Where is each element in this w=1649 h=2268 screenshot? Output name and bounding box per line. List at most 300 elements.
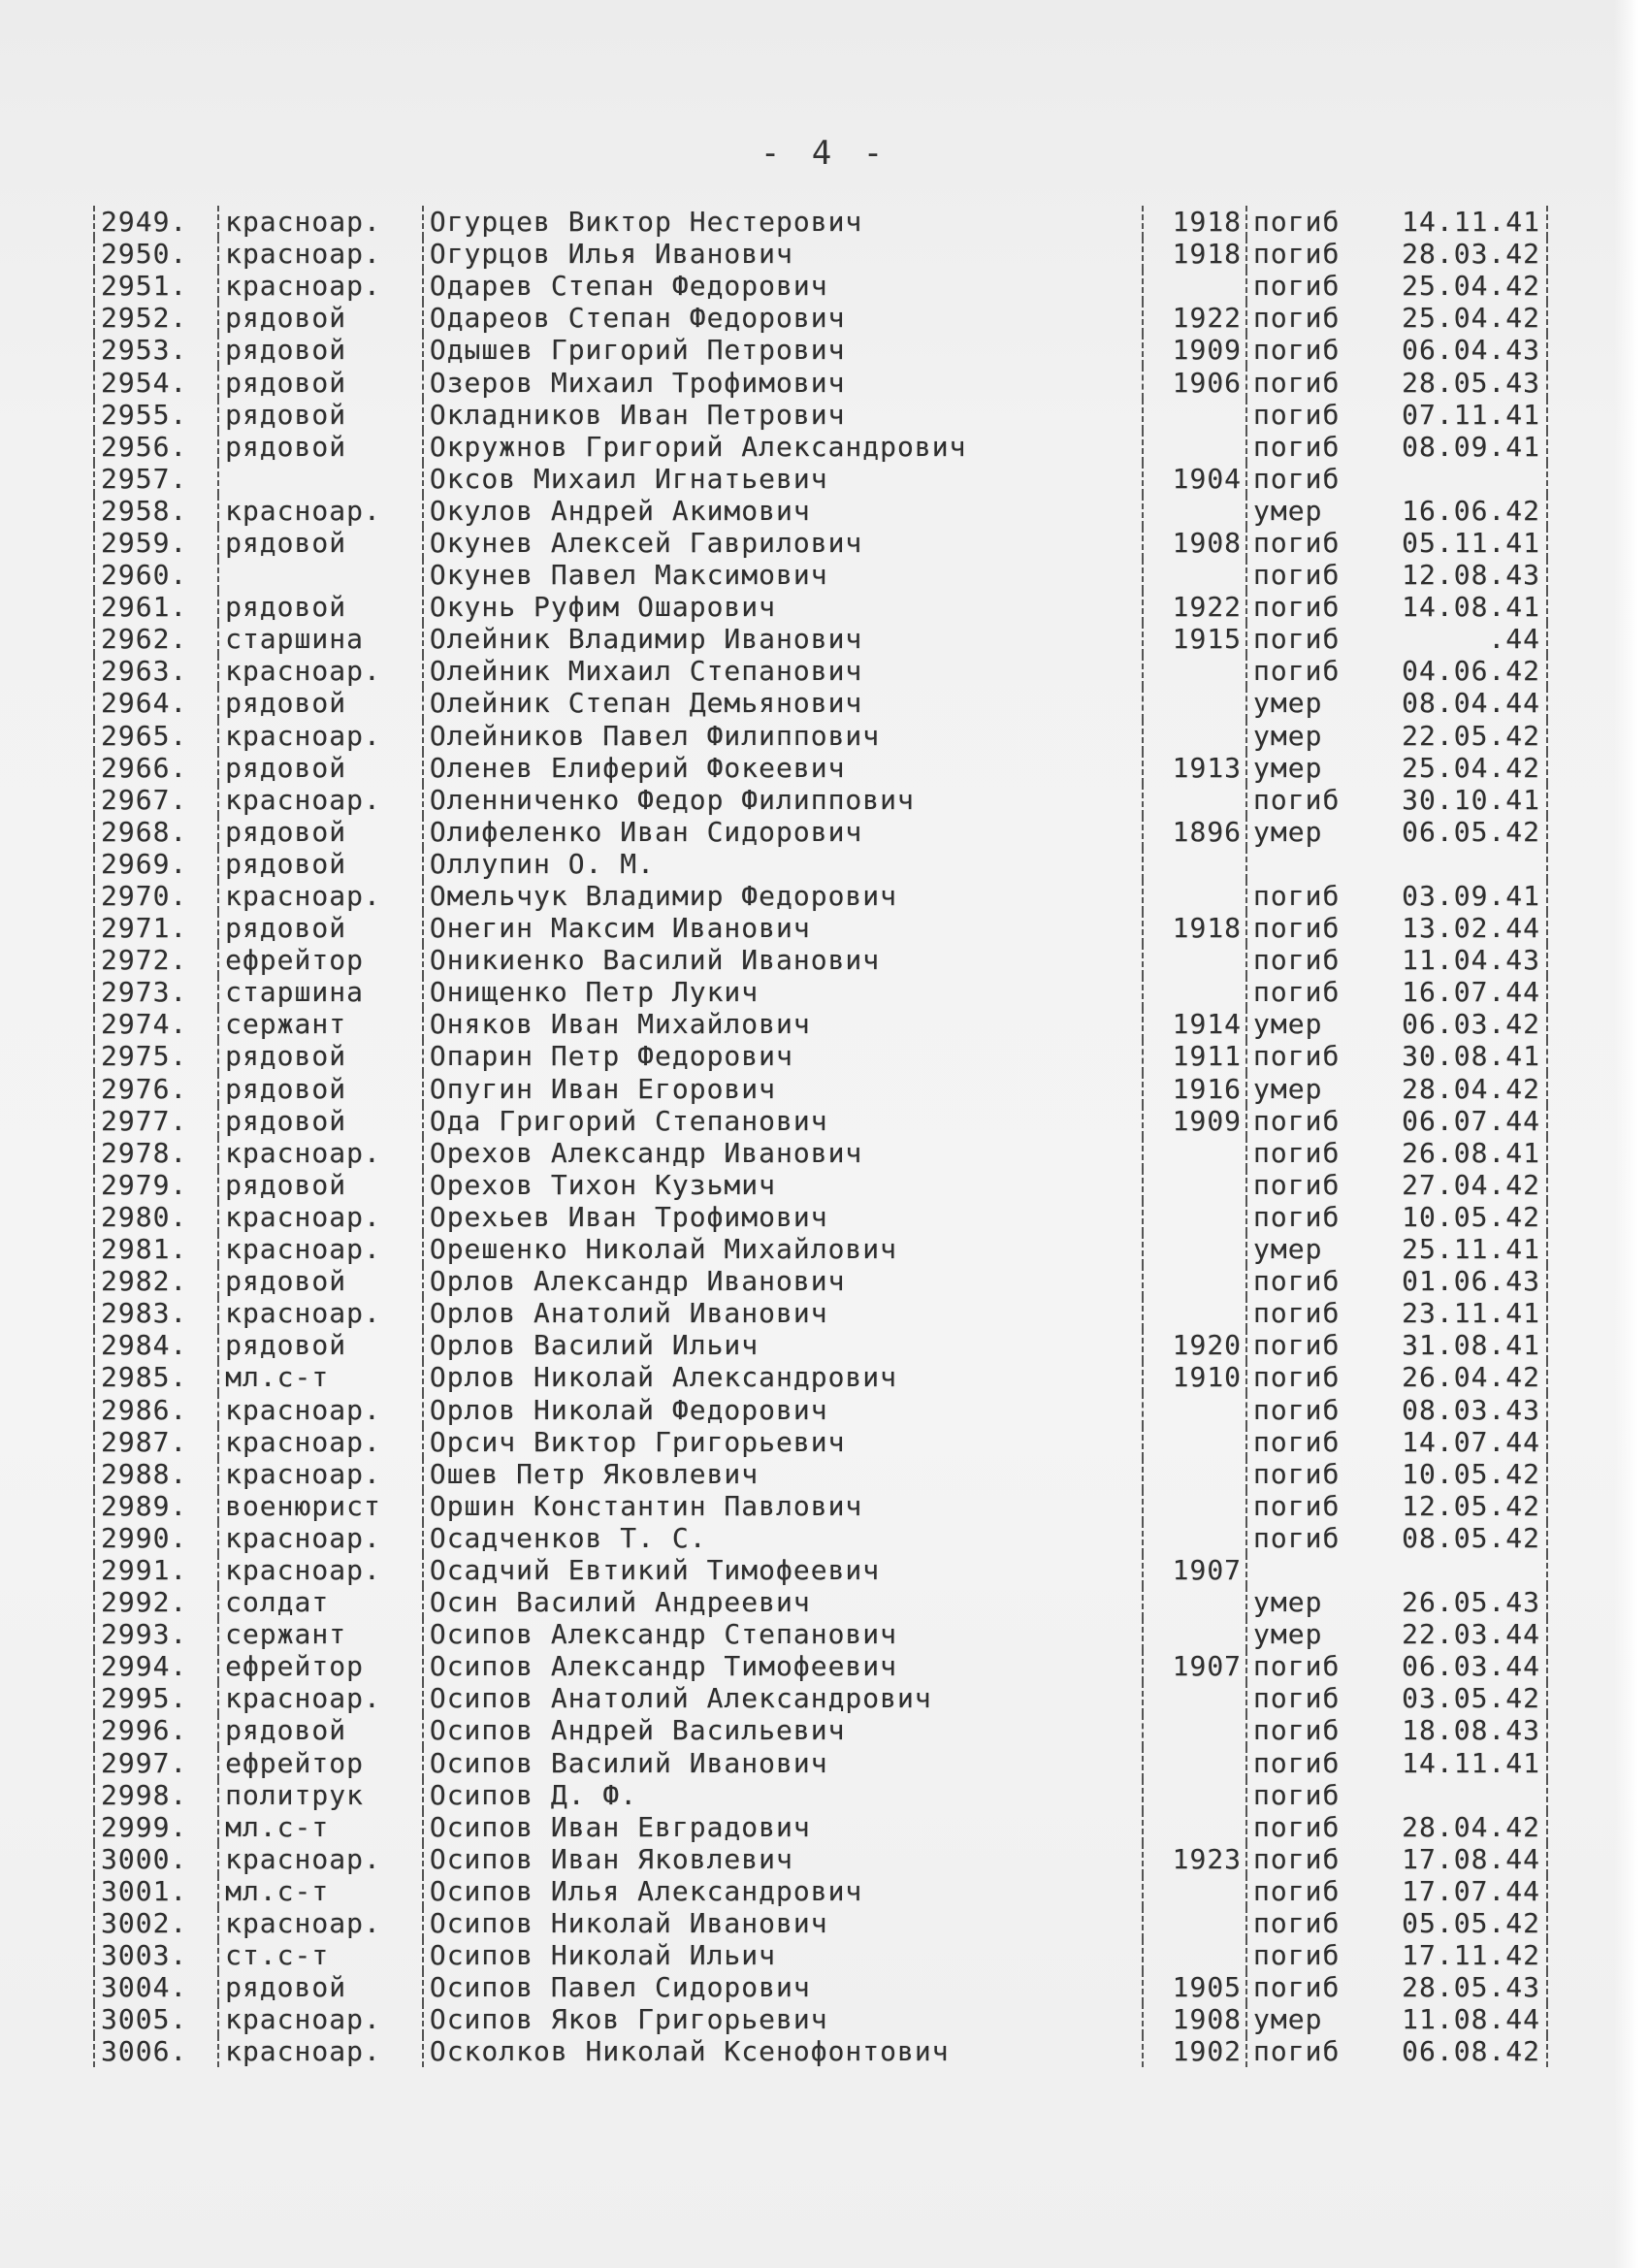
- birth-year-cell: [1143, 1875, 1246, 1907]
- status-cell: погиб: [1246, 1361, 1384, 1393]
- status-cell: погиб: [1246, 366, 1384, 398]
- birth-year-cell: 1918: [1143, 238, 1246, 270]
- name-cell: Олейник Михаил Степанович: [423, 655, 1143, 687]
- name-cell: Осипов Андрей Васильевич: [423, 1714, 1143, 1746]
- status-cell: погиб: [1246, 976, 1384, 1008]
- rank-cell: [218, 463, 423, 495]
- date-cell: 30.10.41: [1384, 784, 1547, 816]
- name-cell: Ошев Петр Яковлевич: [423, 1458, 1143, 1490]
- status-cell: погиб: [1246, 1971, 1384, 2003]
- birth-year-cell: [1143, 1297, 1246, 1329]
- table-row: [94, 944, 1547, 976]
- record-number: 2987.: [94, 1426, 218, 1458]
- name-cell: Олейник Степан Демьянович: [423, 687, 1143, 719]
- rank-cell: красноар.: [218, 1393, 423, 1425]
- status-cell: погиб: [1246, 463, 1384, 495]
- date-cell: 06.04.43: [1384, 334, 1547, 366]
- rank-cell: ефрейтор: [218, 944, 423, 976]
- birth-year-cell: 1913: [1143, 752, 1246, 784]
- birth-year-cell: [1143, 1233, 1246, 1265]
- table-row: [94, 1811, 1547, 1843]
- status-cell: погиб: [1246, 1907, 1384, 1939]
- table-row: [94, 2035, 1547, 2067]
- name-cell: Окунев Алексей Гаврилович: [423, 527, 1143, 559]
- record-number: 2989.: [94, 1490, 218, 1522]
- status-cell: умер: [1246, 720, 1384, 752]
- table-row: [94, 1907, 1547, 1939]
- table-row: [94, 752, 1547, 784]
- status-cell: погиб: [1246, 1201, 1384, 1233]
- name-cell: Осипов Александр Тимофеевич: [423, 1650, 1143, 1682]
- record-number: 2966.: [94, 752, 218, 784]
- record-number: 2979.: [94, 1169, 218, 1201]
- name-cell: Орехьев Иван Трофимович: [423, 1201, 1143, 1233]
- date-cell: 06.03.44: [1384, 1650, 1547, 1682]
- table-row: [94, 1201, 1547, 1233]
- table-row: [94, 366, 1547, 398]
- date-cell: 06.03.42: [1384, 1008, 1547, 1040]
- status-cell: погиб: [1246, 655, 1384, 687]
- rank-cell: красноар.: [218, 495, 423, 527]
- table-row: [94, 880, 1547, 912]
- table-row: [94, 1073, 1547, 1105]
- date-cell: 08.05.42: [1384, 1522, 1547, 1554]
- name-cell: Огурцов Илья Иванович: [423, 238, 1143, 270]
- birth-year-cell: 1907: [1143, 1650, 1246, 1682]
- name-cell: Орсич Виктор Григорьевич: [423, 1426, 1143, 1458]
- record-number: 2973.: [94, 976, 218, 1008]
- page-edge: [1614, 0, 1649, 2268]
- table-row: [94, 1233, 1547, 1265]
- table-row: [94, 1554, 1547, 1586]
- record-number: 2997.: [94, 1747, 218, 1779]
- record-number: 2975.: [94, 1040, 218, 1072]
- table-row: [94, 591, 1547, 623]
- status-cell: погиб: [1246, 238, 1384, 270]
- record-number: 2957.: [94, 463, 218, 495]
- status-cell: погиб: [1246, 1875, 1384, 1907]
- table-row: [94, 687, 1547, 719]
- status-cell: погиб: [1246, 2035, 1384, 2067]
- status-cell: умер: [1246, 752, 1384, 784]
- record-number: 2962.: [94, 623, 218, 655]
- rank-cell: рядовой: [218, 912, 423, 944]
- birth-year-cell: [1143, 655, 1246, 687]
- date-cell: 30.08.41: [1384, 1040, 1547, 1072]
- date-cell: 07.11.41: [1384, 399, 1547, 431]
- date-cell: 14.07.44: [1384, 1426, 1547, 1458]
- record-number: 2961.: [94, 591, 218, 623]
- name-cell: Олейник Владимир Иванович: [423, 623, 1143, 655]
- table-row: [94, 1169, 1547, 1201]
- birth-year-cell: 1909: [1143, 334, 1246, 366]
- birth-year-cell: [1143, 1201, 1246, 1233]
- birth-year-cell: 1904: [1143, 463, 1246, 495]
- rank-cell: красноар.: [218, 720, 423, 752]
- rank-cell: рядовой: [218, 591, 423, 623]
- name-cell: Осипов Александр Степанович: [423, 1618, 1143, 1650]
- name-cell: Опарин Петр Федорович: [423, 1040, 1143, 1072]
- table-row: [94, 912, 1547, 944]
- table-row: [94, 559, 1547, 591]
- status-cell: умер: [1246, 687, 1384, 719]
- table-row: [94, 206, 1547, 238]
- record-number: 2958.: [94, 495, 218, 527]
- table-row: [94, 431, 1547, 463]
- rank-cell: красноар.: [218, 2003, 423, 2035]
- birth-year-cell: 1922: [1143, 591, 1246, 623]
- birth-year-cell: [1143, 1779, 1246, 1811]
- casualty-list-table: [93, 206, 1548, 2067]
- name-cell: Окулов Андрей Акимович: [423, 495, 1143, 527]
- birth-year-cell: 1918: [1143, 206, 1246, 238]
- birth-year-cell: [1143, 1426, 1246, 1458]
- name-cell: Осипов Яков Григорьевич: [423, 2003, 1143, 2035]
- table-row: [94, 527, 1547, 559]
- rank-cell: рядовой: [218, 1105, 423, 1137]
- date-cell: 28.05.43: [1384, 1971, 1547, 2003]
- status-cell: умер: [1246, 1073, 1384, 1105]
- date-cell: 25.04.42: [1384, 752, 1547, 784]
- status-cell: погиб: [1246, 1105, 1384, 1137]
- record-number: 3002.: [94, 1907, 218, 1939]
- table-row: [94, 270, 1547, 302]
- record-number: 2980.: [94, 1201, 218, 1233]
- status-cell: умер: [1246, 1586, 1384, 1618]
- name-cell: Оксов Михаил Игнатьевич: [423, 463, 1143, 495]
- rank-cell: солдат: [218, 1586, 423, 1618]
- table-row: [94, 1137, 1547, 1169]
- table-row: [94, 720, 1547, 752]
- date-cell: 11.04.43: [1384, 944, 1547, 976]
- name-cell: Оленниченко Федор Филиппович: [423, 784, 1143, 816]
- record-number: 2999.: [94, 1811, 218, 1843]
- rank-cell: мл.с-т: [218, 1361, 423, 1393]
- name-cell: Одареов Степан Федорович: [423, 302, 1143, 334]
- birth-year-cell: [1143, 1137, 1246, 1169]
- name-cell: Окунев Павел Максимович: [423, 559, 1143, 591]
- status-cell: погиб: [1246, 1137, 1384, 1169]
- rank-cell: рядовой: [218, 1040, 423, 1072]
- birth-year-cell: [1143, 687, 1246, 719]
- record-number: 2956.: [94, 431, 218, 463]
- rank-cell: рядовой: [218, 848, 423, 880]
- rank-cell: красноар.: [218, 1682, 423, 1714]
- date-cell: 28.05.43: [1384, 366, 1547, 398]
- status-cell: погиб: [1246, 334, 1384, 366]
- rank-cell: красноар.: [218, 1907, 423, 1939]
- date-cell: 06.07.44: [1384, 1105, 1547, 1137]
- date-cell: 10.05.42: [1384, 1201, 1547, 1233]
- name-cell: Осадченков Т. С.: [423, 1522, 1143, 1554]
- name-cell: Омельчук Владимир Федорович: [423, 880, 1143, 912]
- date-cell: 13.02.44: [1384, 912, 1547, 944]
- status-cell: погиб: [1246, 591, 1384, 623]
- date-cell: 08.03.43: [1384, 1393, 1547, 1425]
- date-cell: 26.05.43: [1384, 1586, 1547, 1618]
- rank-cell: рядовой: [218, 687, 423, 719]
- table-row: [94, 463, 1547, 495]
- rank-cell: рядовой: [218, 334, 423, 366]
- name-cell: Осин Василий Андреевич: [423, 1586, 1143, 1618]
- birth-year-cell: [1143, 270, 1246, 302]
- rank-cell: красноар.: [218, 1843, 423, 1875]
- rank-cell: красноар.: [218, 1522, 423, 1554]
- birth-year-cell: 1922: [1143, 302, 1246, 334]
- name-cell: Орехов Тихон Кузьмич: [423, 1169, 1143, 1201]
- record-number: 2951.: [94, 270, 218, 302]
- record-number: 2982.: [94, 1265, 218, 1297]
- date-cell: 14.11.41: [1384, 1747, 1547, 1779]
- record-number: 2994.: [94, 1650, 218, 1682]
- record-number: 2976.: [94, 1073, 218, 1105]
- birth-year-cell: [1143, 1939, 1246, 1971]
- status-cell: погиб: [1246, 1811, 1384, 1843]
- date-cell: 01.06.43: [1384, 1265, 1547, 1297]
- record-number: 3005.: [94, 2003, 218, 2035]
- record-number: 3001.: [94, 1875, 218, 1907]
- rank-cell: красноар.: [218, 1297, 423, 1329]
- rank-cell: красноар.: [218, 655, 423, 687]
- table-row: [94, 1747, 1547, 1779]
- name-cell: Опугин Иван Егорович: [423, 1073, 1143, 1105]
- date-cell: 06.05.42: [1384, 816, 1547, 848]
- record-number: 3003.: [94, 1939, 218, 1971]
- record-number: 2953.: [94, 334, 218, 366]
- name-cell: Оняков Иван Михайлович: [423, 1008, 1143, 1040]
- record-number: 2984.: [94, 1329, 218, 1361]
- date-cell: 14.11.41: [1384, 206, 1547, 238]
- name-cell: Осипов Павел Сидорович: [423, 1971, 1143, 2003]
- date-cell: .44: [1384, 623, 1547, 655]
- status-cell: погиб: [1246, 1329, 1384, 1361]
- birth-year-cell: 1916: [1143, 1073, 1246, 1105]
- name-cell: Окунь Руфим Ошарович: [423, 591, 1143, 623]
- status-cell: погиб: [1246, 944, 1384, 976]
- status-cell: погиб: [1246, 399, 1384, 431]
- birth-year-cell: [1143, 848, 1246, 880]
- record-number: 2990.: [94, 1522, 218, 1554]
- name-cell: Осколков Николай Ксенофонтович: [423, 2035, 1143, 2067]
- status-cell: погиб: [1246, 1458, 1384, 1490]
- birth-year-cell: 1908: [1143, 527, 1246, 559]
- rank-cell: рядовой: [218, 1169, 423, 1201]
- status-cell: умер: [1246, 1008, 1384, 1040]
- rank-cell: военюрист: [218, 1490, 423, 1522]
- table-row: [94, 623, 1547, 655]
- page-number: - 4 -: [760, 134, 889, 173]
- birth-year-cell: [1143, 1265, 1246, 1297]
- rank-cell: красноар.: [218, 1201, 423, 1233]
- birth-year-cell: [1143, 880, 1246, 912]
- date-cell: 08.09.41: [1384, 431, 1547, 463]
- rank-cell: ст.с-т: [218, 1939, 423, 1971]
- status-cell: умер: [1246, 1233, 1384, 1265]
- record-number: 2978.: [94, 1137, 218, 1169]
- date-cell: [1384, 1554, 1547, 1586]
- birth-year-cell: [1143, 1522, 1246, 1554]
- birth-year-cell: [1143, 1811, 1246, 1843]
- table-row: [94, 1297, 1547, 1329]
- date-cell: 08.04.44: [1384, 687, 1547, 719]
- rank-cell: красноар.: [218, 880, 423, 912]
- record-number: 2983.: [94, 1297, 218, 1329]
- name-cell: Осипов Николай Ильич: [423, 1939, 1143, 1971]
- birth-year-cell: [1143, 1586, 1246, 1618]
- rank-cell: мл.с-т: [218, 1875, 423, 1907]
- status-cell: умер: [1246, 495, 1384, 527]
- rank-cell: старшина: [218, 976, 423, 1008]
- rank-cell: [218, 559, 423, 591]
- birth-year-cell: 1908: [1143, 2003, 1246, 2035]
- birth-year-cell: [1143, 399, 1246, 431]
- name-cell: Олейников Павел Филиппович: [423, 720, 1143, 752]
- rank-cell: ефрейтор: [218, 1650, 423, 1682]
- table-row: [94, 976, 1547, 1008]
- name-cell: Одарев Степан Федорович: [423, 270, 1143, 302]
- date-cell: [1384, 848, 1547, 880]
- birth-year-cell: [1143, 1458, 1246, 1490]
- record-number: 2977.: [94, 1105, 218, 1137]
- table-row: [94, 1586, 1547, 1618]
- table-row: [94, 238, 1547, 270]
- table-row: [94, 1361, 1547, 1393]
- birth-year-cell: 1918: [1143, 912, 1246, 944]
- record-number: 2968.: [94, 816, 218, 848]
- status-cell: погиб: [1246, 1779, 1384, 1811]
- date-cell: 23.11.41: [1384, 1297, 1547, 1329]
- name-cell: Осипов Иван Яковлевич: [423, 1843, 1143, 1875]
- rank-cell: рядовой: [218, 399, 423, 431]
- record-number: 2985.: [94, 1361, 218, 1393]
- record-number: 2969.: [94, 848, 218, 880]
- table-row: [94, 1426, 1547, 1458]
- record-number: 3004.: [94, 1971, 218, 2003]
- date-cell: 28.03.42: [1384, 238, 1547, 270]
- date-cell: 05.05.42: [1384, 1907, 1547, 1939]
- status-cell: погиб: [1246, 1265, 1384, 1297]
- status-cell: погиб: [1246, 912, 1384, 944]
- rank-cell: красноар.: [218, 270, 423, 302]
- birth-year-cell: [1143, 944, 1246, 976]
- record-number: 2949.: [94, 206, 218, 238]
- record-number: 2998.: [94, 1779, 218, 1811]
- date-cell: 18.08.43: [1384, 1714, 1547, 1746]
- birth-year-cell: 1905: [1143, 1971, 1246, 2003]
- rank-cell: рядовой: [218, 1073, 423, 1105]
- table-row: [94, 1458, 1547, 1490]
- table-row: [94, 1618, 1547, 1650]
- name-cell: Оршин Константин Павлович: [423, 1490, 1143, 1522]
- birth-year-cell: [1143, 495, 1246, 527]
- rank-cell: сержант: [218, 1618, 423, 1650]
- status-cell: погиб: [1246, 1040, 1384, 1072]
- date-cell: 25.11.41: [1384, 1233, 1547, 1265]
- rank-cell: рядовой: [218, 366, 423, 398]
- rank-cell: рядовой: [218, 752, 423, 784]
- date-cell: 25.04.42: [1384, 270, 1547, 302]
- birth-year-cell: [1143, 976, 1246, 1008]
- birth-year-cell: [1143, 784, 1246, 816]
- date-cell: 11.08.44: [1384, 2003, 1547, 2035]
- table-row: [94, 1779, 1547, 1811]
- status-cell: умер: [1246, 1618, 1384, 1650]
- date-cell: [1384, 463, 1547, 495]
- rank-cell: рядовой: [218, 1329, 423, 1361]
- rank-cell: рядовой: [218, 302, 423, 334]
- rank-cell: красноар.: [218, 1554, 423, 1586]
- birth-year-cell: [1143, 1747, 1246, 1779]
- date-cell: 27.04.42: [1384, 1169, 1547, 1201]
- name-cell: Орлов Николай Федорович: [423, 1393, 1143, 1425]
- date-cell: 12.05.42: [1384, 1490, 1547, 1522]
- status-cell: погиб: [1246, 1650, 1384, 1682]
- record-number: 2986.: [94, 1393, 218, 1425]
- birth-year-cell: 1920: [1143, 1329, 1246, 1361]
- date-cell: 17.07.44: [1384, 1875, 1547, 1907]
- rank-cell: красноар.: [218, 206, 423, 238]
- name-cell: Одышев Григорий Петрович: [423, 334, 1143, 366]
- birth-year-cell: 1906: [1143, 366, 1246, 398]
- birth-year-cell: 1907: [1143, 1554, 1246, 1586]
- table-row: [94, 784, 1547, 816]
- date-cell: 03.05.42: [1384, 1682, 1547, 1714]
- date-cell: 14.08.41: [1384, 591, 1547, 623]
- birth-year-cell: [1143, 1714, 1246, 1746]
- birth-year-cell: 1902: [1143, 2035, 1246, 2067]
- rank-cell: красноар.: [218, 1458, 423, 1490]
- status-cell: погиб: [1246, 527, 1384, 559]
- rank-cell: политрук: [218, 1779, 423, 1811]
- birth-year-cell: [1143, 1490, 1246, 1522]
- name-cell: Онегин Максим Иванович: [423, 912, 1143, 944]
- name-cell: Олифеленко Иван Сидорович: [423, 816, 1143, 848]
- status-cell: погиб: [1246, 1682, 1384, 1714]
- birth-year-cell: 1914: [1143, 1008, 1246, 1040]
- name-cell: Озеров Михаил Трофимович: [423, 366, 1143, 398]
- name-cell: Орлов Николай Александрович: [423, 1361, 1143, 1393]
- name-cell: Орлов Василий Ильич: [423, 1329, 1143, 1361]
- birth-year-cell: [1143, 1907, 1246, 1939]
- table-row: [94, 2003, 1547, 2035]
- rank-cell: рядовой: [218, 1714, 423, 1746]
- table-row: [94, 1971, 1547, 2003]
- table-row: [94, 1682, 1547, 1714]
- date-cell: 06.08.42: [1384, 2035, 1547, 2067]
- record-number: 2992.: [94, 1586, 218, 1618]
- date-cell: 16.07.44: [1384, 976, 1547, 1008]
- date-cell: 28.04.42: [1384, 1811, 1547, 1843]
- table-row: [94, 816, 1547, 848]
- name-cell: Оникиенко Василий Иванович: [423, 944, 1143, 976]
- record-number: 2965.: [94, 720, 218, 752]
- record-number: 2993.: [94, 1618, 218, 1650]
- name-cell: Ода Григорий Степанович: [423, 1105, 1143, 1137]
- rank-cell: красноар.: [218, 238, 423, 270]
- birth-year-cell: [1143, 559, 1246, 591]
- record-number: 2960.: [94, 559, 218, 591]
- table-row: [94, 848, 1547, 880]
- name-cell: Осипов Василий Иванович: [423, 1747, 1143, 1779]
- date-cell: 17.11.42: [1384, 1939, 1547, 1971]
- table-row: [94, 1105, 1547, 1137]
- record-number: 2955.: [94, 399, 218, 431]
- status-cell: погиб: [1246, 1490, 1384, 1522]
- rank-cell: рядовой: [218, 431, 423, 463]
- birth-year-cell: [1143, 1169, 1246, 1201]
- name-cell: Орлов Александр Иванович: [423, 1265, 1143, 1297]
- birth-year-cell: [1143, 1682, 1246, 1714]
